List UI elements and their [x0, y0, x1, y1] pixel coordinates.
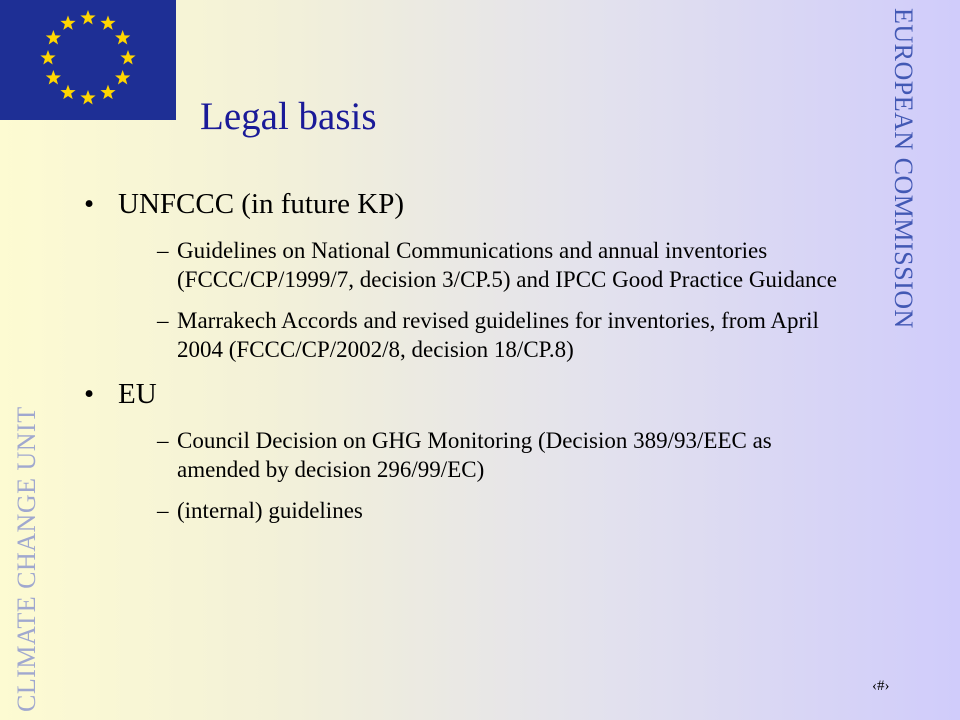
slide-title: Legal basis [200, 95, 377, 138]
flag-star-icon [60, 15, 75, 29]
dash-mark: – [157, 238, 169, 263]
eu-flag-logo [0, 0, 176, 120]
subitem-text: Guidelines on National Communications and annual inventories (FCCC/CP/1999/7, decision 3/CP.5) and IPCC Good Practice Guidance [177, 238, 837, 292]
flag-star-icon [100, 15, 115, 29]
eu-flag-icon [0, 0, 176, 120]
flag-star-icon [115, 70, 130, 84]
flag-star-icon [46, 30, 61, 44]
bullet-text: EU [118, 378, 157, 410]
flag-star-icon [60, 85, 75, 99]
subitem-marrakech-accords [157, 306, 864, 364]
flag-star-icon [40, 50, 55, 64]
flag-star-icon [46, 70, 61, 84]
european-commission-label: EUROPEAN COMMISSION [889, 8, 918, 329]
bullet-eu [84, 376, 864, 412]
flag-star-icon [120, 50, 135, 64]
climate-change-unit-label: CLIMATE CHANGE UNIT [12, 406, 41, 712]
bullet-mark: • [84, 378, 95, 410]
bullet-unfccc [84, 186, 864, 222]
subitem-internal-guidelines [157, 496, 864, 525]
flag-star-icon [80, 10, 95, 24]
dash-mark: – [157, 498, 169, 523]
dash-mark: – [157, 308, 169, 333]
flag-star-icon [80, 90, 95, 104]
slide-number: ‹#› [872, 678, 890, 694]
slide-content [84, 186, 864, 537]
subitem-council-decision [157, 426, 864, 484]
flag-star-icon [100, 85, 115, 99]
bullet-text: UNFCCC (in future KP) [118, 188, 404, 220]
bullet-mark: • [84, 188, 95, 220]
subitem-text: Marrakech Accords and revised guidelines for inventories, from April 2004 (FCCC/CP/2002/8, decision 18/CP.8) [177, 308, 819, 362]
flag-star-icon [115, 30, 130, 44]
subitem-text: (internal) guidelines [177, 498, 363, 523]
dash-mark: – [157, 428, 169, 453]
subitem-guidelines-national-communications [157, 236, 864, 294]
subitem-text: Council Decision on GHG Monitoring (Decision 389/93/EEC as amended by decision 296/99/EC) [177, 428, 772, 482]
